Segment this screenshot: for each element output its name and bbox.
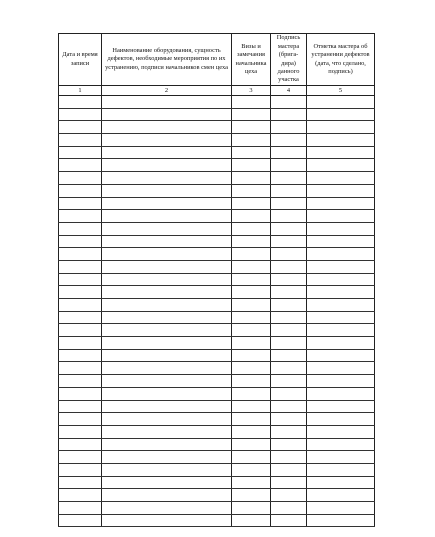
table-cell [271, 210, 307, 223]
table-cell [232, 502, 271, 515]
table-row [59, 362, 375, 375]
table-cell [307, 286, 375, 299]
table-cell [59, 96, 102, 109]
table-cell [232, 311, 271, 324]
table-cell [271, 108, 307, 121]
table-cell [59, 400, 102, 413]
table-cell [307, 146, 375, 159]
table-cell [59, 413, 102, 426]
table-row [59, 121, 375, 134]
table-cell [102, 286, 232, 299]
header-master-signature: Подпись мастера (брига-дира) данного участка [271, 34, 307, 86]
table-cell [307, 299, 375, 312]
column-number-row [59, 86, 375, 96]
table-cell [307, 489, 375, 502]
table-cell [102, 210, 232, 223]
table-cell [102, 349, 232, 362]
table-cell [232, 324, 271, 337]
table-cell [232, 375, 271, 388]
table-cell [59, 514, 102, 527]
table-cell [59, 463, 102, 476]
table-cell [307, 235, 375, 248]
table-cell [271, 438, 307, 451]
table-cell [307, 96, 375, 109]
header-equipment-defects: Наименование оборудования, сущность дефектов, необходимые мероприятия по их устранению, подписи начальников смен цеха [102, 34, 232, 86]
header-chief-visas: Визы и замечания начальника цеха [232, 34, 271, 86]
table-cell [232, 337, 271, 350]
table-cell [232, 400, 271, 413]
table-cell [271, 299, 307, 312]
table-cell [232, 197, 271, 210]
table-cell [102, 121, 232, 134]
column-number-3: 3 [232, 86, 271, 96]
table-cell [271, 324, 307, 337]
table-row [59, 273, 375, 286]
table-cell [271, 235, 307, 248]
table-cell [59, 375, 102, 388]
table-cell [232, 273, 271, 286]
table-cell [307, 121, 375, 134]
table-cell [59, 210, 102, 223]
table-cell [271, 476, 307, 489]
table-cell [232, 349, 271, 362]
table-row [59, 172, 375, 185]
table-cell [102, 235, 232, 248]
table-row [59, 463, 375, 476]
table-cell [59, 273, 102, 286]
table-row [59, 337, 375, 350]
table-cell [102, 260, 232, 273]
table-cell [102, 108, 232, 121]
table-cell [271, 222, 307, 235]
table-cell [102, 311, 232, 324]
table-cell [271, 273, 307, 286]
table-cell [232, 108, 271, 121]
table-cell [307, 324, 375, 337]
table-cell [307, 260, 375, 273]
defect-log-table [58, 33, 375, 527]
table-cell [307, 159, 375, 172]
table-cell [102, 299, 232, 312]
table-cell [102, 476, 232, 489]
table-cell [271, 121, 307, 134]
table-cell [307, 476, 375, 489]
table-cell [307, 172, 375, 185]
table-row [59, 502, 375, 515]
table-cell [59, 172, 102, 185]
table-cell [59, 248, 102, 261]
table-cell [307, 222, 375, 235]
table-cell [59, 438, 102, 451]
table-cell [271, 184, 307, 197]
table-row [59, 134, 375, 147]
table-cell [271, 375, 307, 388]
table-cell [271, 159, 307, 172]
table-row [59, 184, 375, 197]
table-cell [232, 134, 271, 147]
table-row [59, 235, 375, 248]
table-cell [102, 514, 232, 527]
table-row [59, 311, 375, 324]
table-cell [232, 235, 271, 248]
table-cell [59, 451, 102, 464]
table-cell [271, 311, 307, 324]
table-cell [307, 375, 375, 388]
table-cell [232, 299, 271, 312]
header-datetime: Дата и время записи [59, 34, 102, 86]
table-cell [307, 248, 375, 261]
column-number-1: 1 [59, 86, 102, 96]
table-cell [271, 514, 307, 527]
table-cell [271, 489, 307, 502]
table-cell [102, 96, 232, 109]
table-row [59, 413, 375, 426]
table-cell [271, 400, 307, 413]
table-cell [59, 184, 102, 197]
table-row [59, 489, 375, 502]
table-cell [232, 425, 271, 438]
table-row [59, 299, 375, 312]
table-cell [59, 362, 102, 375]
table-cell [271, 248, 307, 261]
table-cell [271, 502, 307, 515]
table-cell [307, 413, 375, 426]
table-cell [307, 197, 375, 210]
table-cell [59, 425, 102, 438]
table-cell [102, 463, 232, 476]
table-cell [232, 260, 271, 273]
table-cell [232, 210, 271, 223]
table-cell [59, 311, 102, 324]
table-cell [59, 337, 102, 350]
table-cell [232, 476, 271, 489]
table-cell [59, 299, 102, 312]
table-row [59, 400, 375, 413]
table-cell [102, 134, 232, 147]
table-cell [307, 184, 375, 197]
table-cell [307, 108, 375, 121]
table-cell [102, 438, 232, 451]
table-cell [102, 273, 232, 286]
table-row [59, 210, 375, 223]
table-cell [271, 172, 307, 185]
table-cell [59, 235, 102, 248]
table-cell [102, 362, 232, 375]
table-cell [102, 159, 232, 172]
table-cell [59, 108, 102, 121]
table-row [59, 438, 375, 451]
table-cell [232, 451, 271, 464]
table-cell [307, 134, 375, 147]
table-cell [271, 286, 307, 299]
header-defect-fix-mark: Отметка мастера об устранении дефектов (дата, что сделано, подпись) [307, 34, 375, 86]
table-cell [232, 146, 271, 159]
table-cell [59, 476, 102, 489]
table-cell [102, 375, 232, 388]
table-cell [271, 197, 307, 210]
table-cell [102, 222, 232, 235]
table-cell [232, 514, 271, 527]
table-cell [232, 413, 271, 426]
table-row [59, 324, 375, 337]
table-row [59, 387, 375, 400]
table-cell [59, 134, 102, 147]
table-row [59, 146, 375, 159]
table-cell [102, 324, 232, 337]
table-cell [307, 273, 375, 286]
table-cell [307, 502, 375, 515]
table-cell [59, 197, 102, 210]
table-cell [232, 248, 271, 261]
table-cell [102, 451, 232, 464]
table-row [59, 260, 375, 273]
table-row [59, 108, 375, 121]
table-cell [59, 222, 102, 235]
table-cell [271, 260, 307, 273]
table-cell [271, 134, 307, 147]
table-cell [59, 324, 102, 337]
table-cell [307, 349, 375, 362]
table-row [59, 375, 375, 388]
table-cell [307, 210, 375, 223]
table-cell [271, 463, 307, 476]
table-cell [59, 349, 102, 362]
table-cell [59, 146, 102, 159]
table-cell [232, 96, 271, 109]
table-cell [232, 172, 271, 185]
column-number-5: 5 [307, 86, 375, 96]
table-row [59, 248, 375, 261]
table-cell [271, 425, 307, 438]
table-cell [307, 451, 375, 464]
table-cell [59, 489, 102, 502]
table-cell [102, 172, 232, 185]
table-row [59, 159, 375, 172]
table-cell [232, 489, 271, 502]
column-number-2: 2 [102, 86, 232, 96]
table-cell [307, 311, 375, 324]
table-cell [232, 121, 271, 134]
table-cell [232, 387, 271, 400]
table-cell [271, 146, 307, 159]
table-cell [59, 387, 102, 400]
table-cell [102, 400, 232, 413]
table-cell [271, 413, 307, 426]
table-cell [307, 463, 375, 476]
column-number-4: 4 [271, 86, 307, 96]
table-cell [232, 184, 271, 197]
table-cell [59, 502, 102, 515]
table-cell [232, 159, 271, 172]
table-cell [102, 425, 232, 438]
table-cell [102, 502, 232, 515]
table-cell [59, 159, 102, 172]
table-cell [102, 184, 232, 197]
table-body [59, 96, 375, 527]
table-row [59, 451, 375, 464]
table-cell [102, 489, 232, 502]
table-cell [102, 413, 232, 426]
table-cell [59, 260, 102, 273]
table-cell [271, 387, 307, 400]
table-cell [307, 514, 375, 527]
table-cell [307, 337, 375, 350]
table-cell [307, 362, 375, 375]
table-cell [307, 400, 375, 413]
table-cell [102, 387, 232, 400]
table-cell [59, 286, 102, 299]
table-cell [102, 197, 232, 210]
table-cell [102, 248, 232, 261]
table-cell [271, 451, 307, 464]
table-row [59, 476, 375, 489]
header-row [59, 34, 375, 86]
table-cell [102, 146, 232, 159]
table-cell [232, 438, 271, 451]
table-cell [232, 463, 271, 476]
table-row [59, 425, 375, 438]
table-row [59, 286, 375, 299]
table-cell [307, 438, 375, 451]
table-cell [232, 222, 271, 235]
table-cell [271, 96, 307, 109]
table-row [59, 96, 375, 109]
table-row [59, 197, 375, 210]
table-cell [59, 121, 102, 134]
table-cell [307, 425, 375, 438]
table-cell [271, 362, 307, 375]
table-cell [307, 387, 375, 400]
table-row [59, 514, 375, 527]
table-cell [232, 286, 271, 299]
table-row [59, 222, 375, 235]
table-cell [232, 362, 271, 375]
table-cell [271, 337, 307, 350]
table-cell [102, 337, 232, 350]
table-row [59, 349, 375, 362]
table-cell [271, 349, 307, 362]
